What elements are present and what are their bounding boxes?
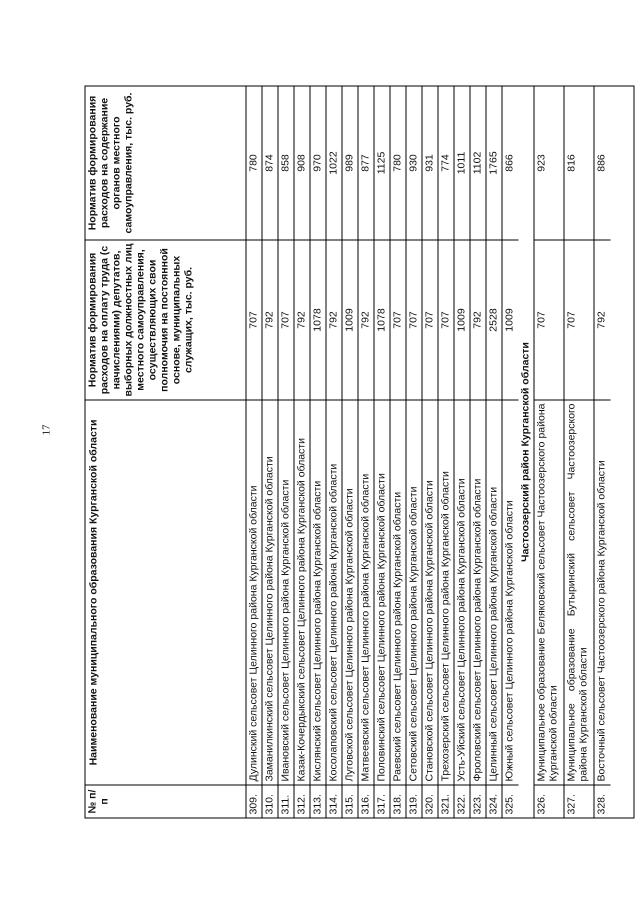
row-upkeep-norm: 877 bbox=[359, 154, 372, 172]
table-row bbox=[503, 87, 519, 818]
row-labor-norm: 1009 bbox=[343, 240, 358, 400]
row-number: 309. bbox=[247, 785, 262, 818]
row-number: 310. bbox=[263, 785, 278, 818]
table-row bbox=[439, 87, 455, 818]
row-name: Становской сельсовет Целинного района Курганской области bbox=[423, 400, 438, 785]
row-name: Сетовский сельсовет Целинного района Курганской области bbox=[407, 400, 422, 785]
table-row bbox=[391, 87, 407, 818]
row-upkeep-norm: 774 bbox=[439, 154, 452, 172]
row-labor-norm: 707 bbox=[535, 240, 564, 400]
row-upkeep-norm: 989 bbox=[343, 154, 356, 172]
table-row bbox=[487, 87, 503, 818]
header-upkeep-norm: Норматив формирования расходов на содержание органов местного самоуправления, тыс. руб. bbox=[86, 92, 135, 234]
section-row bbox=[519, 87, 535, 818]
row-number: 313. bbox=[311, 785, 326, 818]
row-labor-norm: 707 bbox=[439, 240, 454, 400]
row-name: Целинный сельсовет Целинного района Курганской области bbox=[487, 400, 502, 785]
row-labor-norm: 1009 bbox=[455, 240, 470, 400]
row-number: 316. bbox=[359, 785, 374, 818]
row-labor-norm: 707 bbox=[279, 240, 294, 400]
table-row bbox=[565, 87, 595, 818]
row-labor-norm: 707 bbox=[565, 240, 594, 400]
row-upkeep-norm: 886 bbox=[595, 154, 608, 172]
table-row bbox=[247, 87, 263, 818]
table-row bbox=[407, 87, 423, 818]
row-name: Фроловский сельсовет Целинного района Курганской области bbox=[471, 400, 486, 785]
table-row bbox=[311, 87, 327, 818]
row-name: Усть-Уйский сельсовет Целинного района Курганской области bbox=[455, 400, 470, 785]
row-upkeep-norm: 866 bbox=[503, 154, 516, 172]
row-upkeep-norm: 874 bbox=[263, 154, 276, 172]
table-row bbox=[471, 87, 487, 818]
row-labor-norm: 792 bbox=[327, 240, 342, 400]
row-name: Кислянский сельсовет Целинного района Курганской области bbox=[311, 400, 326, 785]
row-labor-norm: 1078 bbox=[375, 240, 390, 400]
row-upkeep-norm: 931 bbox=[423, 154, 436, 172]
row-number: 319. bbox=[407, 785, 422, 818]
row-number: 328. bbox=[595, 785, 611, 818]
row-labor-norm: 2528 bbox=[487, 240, 502, 400]
row-upkeep-norm: 1102 bbox=[471, 151, 484, 175]
row-name: Раевский сельсовет Целинного района Курганской области bbox=[391, 400, 406, 785]
row-name: Восточный сельсовет Частоозерского района Курганской области bbox=[595, 400, 611, 785]
page-number: 17 bbox=[40, 424, 53, 436]
row-upkeep-norm: 1125 bbox=[375, 151, 388, 175]
row-upkeep-norm: 780 bbox=[391, 154, 404, 172]
header-labor-norm: Норматив формирования расходов на оплату труда (с начислениями) депутатов, выборных должностных лиц местного самоуправления, осуществляющих свои полномочия на постоянной основе, муниципальных служащих, тыс. руб. bbox=[86, 240, 246, 400]
table-row bbox=[375, 87, 391, 818]
row-upkeep-norm: 858 bbox=[279, 154, 292, 172]
row-upkeep-norm: 780 bbox=[247, 154, 260, 172]
row-number: 318. bbox=[391, 785, 406, 818]
table-row bbox=[327, 87, 343, 818]
row-name: Луговской сельсовет Целинного района Курганской области bbox=[343, 400, 358, 785]
row-number: 317. bbox=[375, 785, 390, 818]
row-labor-norm: 1009 bbox=[503, 240, 519, 400]
row-upkeep-norm: 1011 bbox=[455, 151, 468, 175]
row-labor-norm: 707 bbox=[423, 240, 438, 400]
row-upkeep-norm: 1022 bbox=[327, 151, 340, 175]
table-row bbox=[343, 87, 359, 818]
row-labor-norm: 792 bbox=[295, 240, 310, 400]
table-row bbox=[595, 87, 611, 818]
header-number: № п/п bbox=[86, 785, 246, 818]
table-body-chastoozersky bbox=[535, 87, 611, 818]
row-name: Трехозерский сельсовет Целинного района Курганской области bbox=[439, 400, 454, 785]
row-number: 315. bbox=[343, 785, 358, 818]
row-labor-norm: 707 bbox=[391, 240, 406, 400]
header-name: Наименование муниципального образования Курганской области bbox=[86, 400, 246, 785]
row-name: Матвеевский сельсовет Целинного района Курганской области bbox=[359, 400, 374, 785]
row-number: 312. bbox=[295, 785, 310, 818]
row-number: 321. bbox=[439, 785, 454, 818]
row-number: 324. bbox=[487, 785, 502, 818]
row-name: Дулинский сельсовет Целинного района Курганской области bbox=[247, 400, 262, 785]
row-number: 320. bbox=[423, 785, 438, 818]
row-name: Косолаповский сельсовет Целинного района Курганской области bbox=[327, 400, 342, 785]
row-name: Ивановский сельсовет Целинного района Курганской области bbox=[279, 400, 294, 785]
row-name: Южный сельсовет Целинного района Курганской области bbox=[503, 400, 519, 785]
row-name: Заманилкинский сельсовет Целинного района Курганской области bbox=[263, 400, 278, 785]
row-number: 311. bbox=[279, 785, 294, 818]
row-upkeep-norm: 1765 bbox=[487, 151, 500, 175]
table-row bbox=[535, 87, 565, 818]
row-labor-norm: 1078 bbox=[311, 240, 326, 400]
row-number: 323. bbox=[471, 785, 486, 818]
row-number: 314. bbox=[327, 785, 342, 818]
row-labor-norm: 792 bbox=[263, 240, 278, 400]
row-upkeep-norm: 816 bbox=[565, 154, 578, 172]
table-row bbox=[279, 87, 295, 818]
table-header bbox=[86, 87, 247, 818]
row-number: 322. bbox=[455, 785, 470, 818]
table-row bbox=[359, 87, 375, 818]
row-upkeep-norm: 923 bbox=[535, 154, 548, 172]
row-number: 327. bbox=[565, 785, 594, 818]
row-name: Муниципальное образование Беляковский сельсовет Частоозерского района Курганской области bbox=[535, 400, 564, 785]
row-number: 326. bbox=[535, 785, 564, 818]
row-name: Казак-Кочердыкский сельсовет Целинного района Курганской области bbox=[295, 400, 310, 785]
row-labor-norm: 707 bbox=[407, 240, 422, 400]
row-upkeep-norm: 908 bbox=[295, 154, 308, 172]
table-row bbox=[263, 87, 279, 818]
table-row bbox=[423, 87, 439, 818]
section-title: Частоозерский район Курганской области bbox=[519, 342, 532, 562]
row-number: 325. bbox=[503, 785, 519, 818]
row-name: Половинский сельсовет Целинного района Курганской области bbox=[375, 400, 390, 785]
row-labor-norm: 792 bbox=[595, 240, 611, 400]
table-row bbox=[455, 87, 471, 818]
row-upkeep-norm: 970 bbox=[311, 154, 324, 172]
row-labor-norm: 792 bbox=[359, 240, 374, 400]
row-labor-norm: 792 bbox=[471, 240, 486, 400]
row-name: Муниципальное образование Бутыринский сельсовет Частоозерского района Курганской области bbox=[565, 400, 594, 785]
row-labor-norm: 707 bbox=[247, 240, 262, 400]
table-row bbox=[295, 87, 311, 818]
table-body-celinny bbox=[247, 87, 519, 818]
row-upkeep-norm: 930 bbox=[407, 154, 420, 172]
municipal-norms-table bbox=[85, 86, 635, 819]
